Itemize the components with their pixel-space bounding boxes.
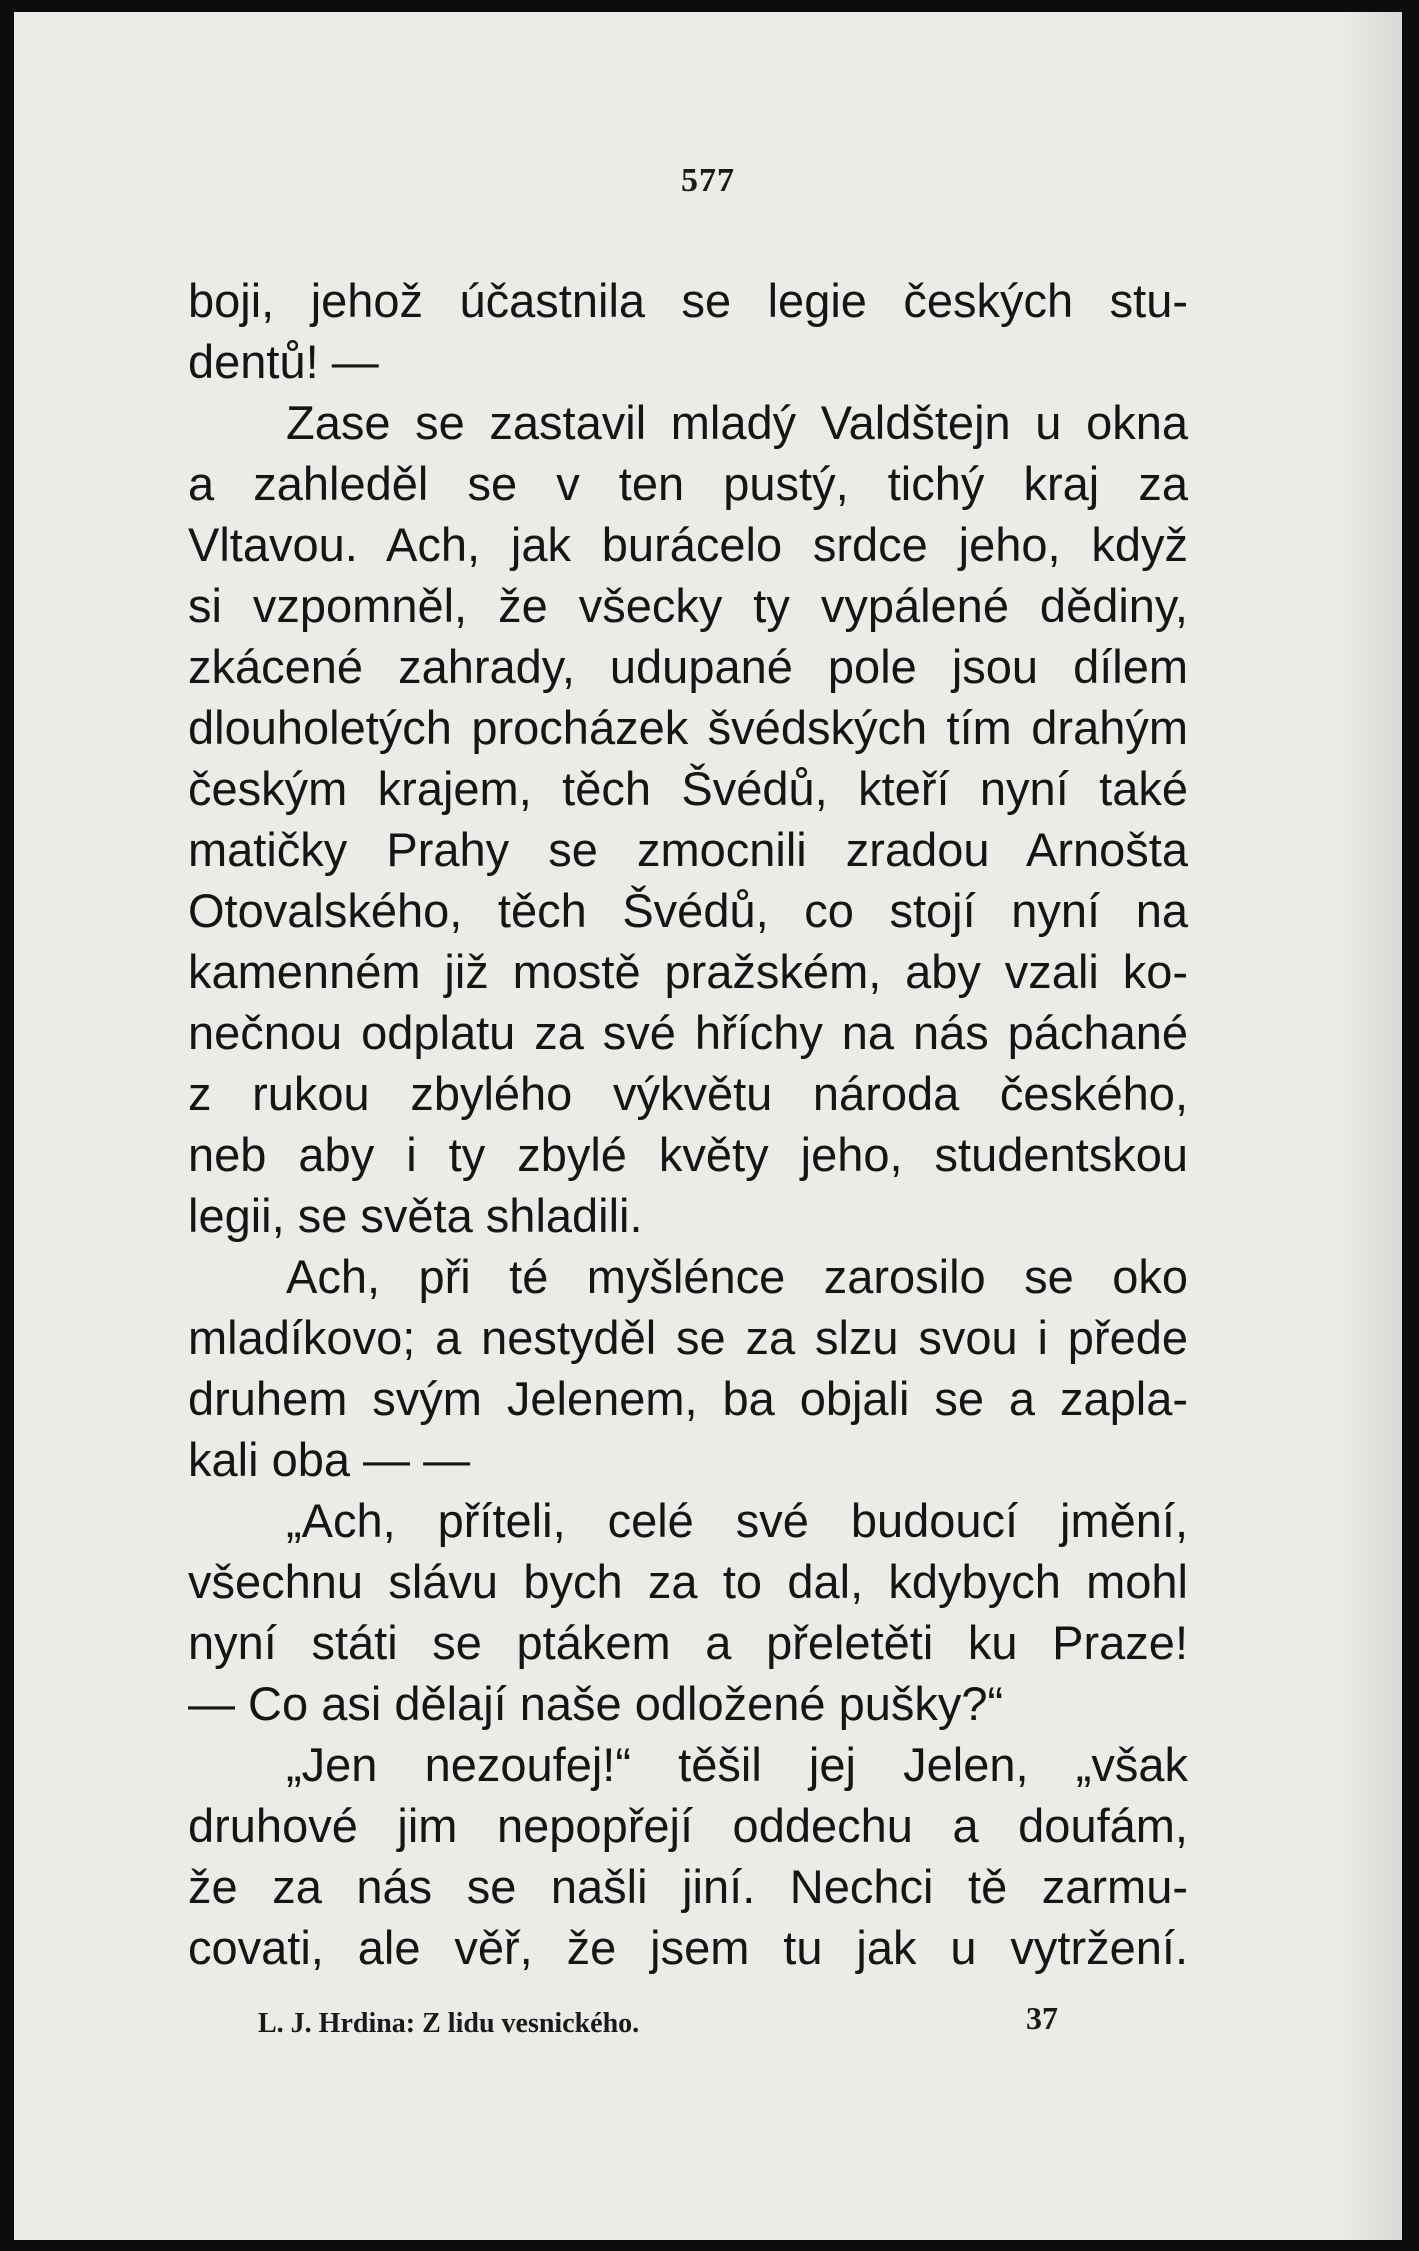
footer-signature-mark: 37 [1026,2000,1058,2036]
text-line: Zase se zastavil mladý Valdštejn u okna [286,396,1188,449]
text-line: zkácené zahrady, udupané pole jsou dílem [188,640,1188,693]
text-line: nyní státi se ptákem a přeletěti ku Praze! [188,1616,1188,1669]
text-line: boji, jehož účastnila se legie českých stu- [188,274,1188,327]
text-line: z rukou zbylého výkvětu národa českého, [188,1067,1188,1120]
page-number: 577 [681,162,735,199]
body-text [188,270,1188,1978]
text-line: Vltavou. Ach, jak burácelo srdce jeho, když [188,518,1188,571]
text-line: druhem svým Jelenem, ba objali se a zapla- [188,1372,1188,1425]
text-line: — Co asi dělají naše odložené pušky?“ [188,1677,1004,1730]
text-line: a zahleděl se v ten pustý, tichý kraj za [188,457,1188,510]
text-line: že za nás se našli jiní. Nechci tě zarmu- [188,1860,1188,1913]
text-line: „Jen nezoufej!“ těšil jej Jelen, „však [286,1738,1188,1791]
text-line: druhové jim nepopřejí oddechu a doufám, [188,1799,1188,1852]
page-edge-shadow [1342,12,1402,2240]
footer-author-title: L. J. Hrdina: Z lidu vesnického. [258,2008,640,2039]
text-line: matičky Prahy se zmocnili zradou Arnošta [188,823,1188,876]
text-line: neb aby i ty zbylé květy jeho, studentskou [188,1128,1188,1181]
text-line: dlouholetých procházek švédských tím drahým [188,701,1188,754]
text-line: nečnou odplatu za své hříchy na nás páchané [188,1006,1188,1059]
text-line: legii, se světa shladili. [188,1189,643,1242]
text-line: si vzpomněl, že všecky ty vypálené dědiny, [188,579,1188,632]
text-line: Ach, při té myšlénce zarosilo se oko [286,1250,1188,1303]
text-line: mladíkovo; a nestyděl se za slzu svou i přede [188,1311,1188,1364]
text-line: Otovalského, těch Švédů, co stojí nyní na [188,884,1188,937]
text-line: dentů! — [188,335,379,388]
text-line: všechnu slávu bych za to dal, kdybych mohl [188,1555,1188,1608]
book-page [14,12,1402,2240]
text-line: „Ach, příteli, celé své budoucí jmění, [286,1494,1188,1547]
text-line: českým krajem, těch Švédů, kteří nyní také [188,762,1188,815]
text-line: kamenném již mostě pražském, aby vzali ko- [188,945,1188,998]
text-line: covati, ale věř, že jsem tu jak u vytržení. [188,1921,1188,1974]
text-line: kali oba — — [188,1433,471,1486]
